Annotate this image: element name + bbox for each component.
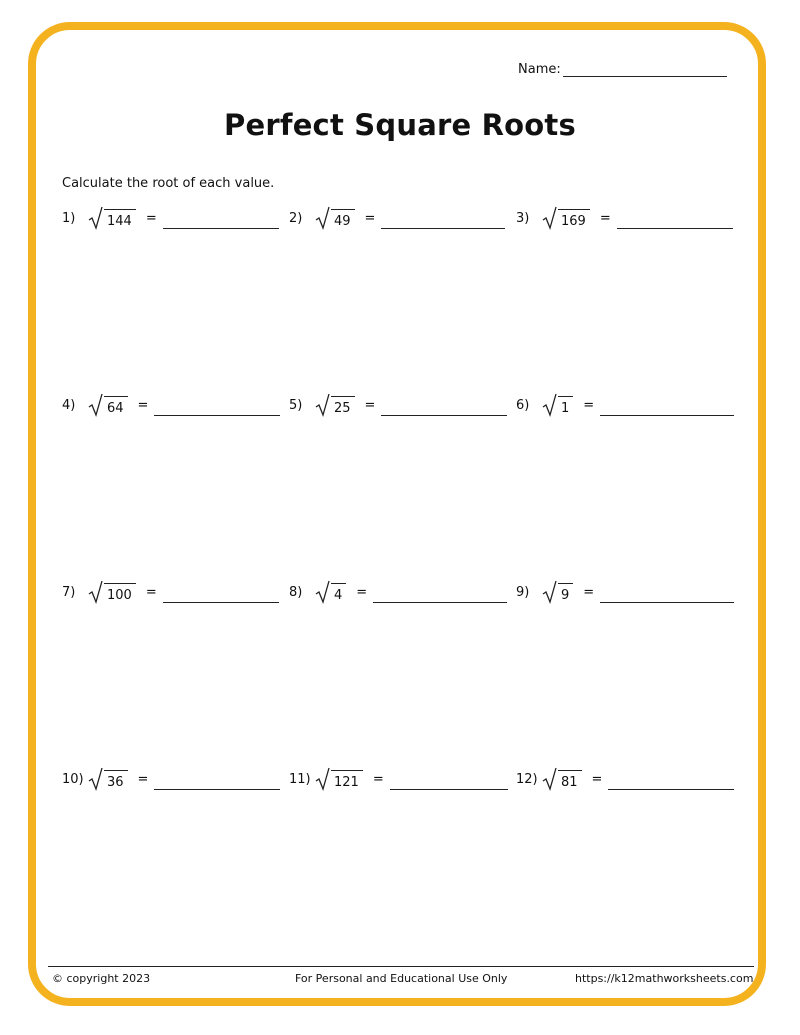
equals-sign: = — [364, 397, 376, 413]
problem-number: 12) — [516, 771, 538, 787]
radical-sign — [542, 206, 590, 230]
radicand: 121 — [331, 770, 363, 791]
answer-blank[interactable] — [373, 588, 507, 603]
radical-sign — [315, 767, 363, 791]
answer-blank[interactable] — [154, 401, 280, 416]
radical-sign — [542, 767, 582, 791]
square-root-icon — [88, 580, 104, 604]
problem-7 — [62, 579, 279, 605]
problem-number: 2) — [289, 210, 303, 226]
answer-blank[interactable] — [608, 775, 734, 790]
problem-11 — [289, 766, 508, 792]
square-root-icon — [88, 767, 104, 791]
problem-number: 6) — [516, 397, 530, 413]
equals-sign: = — [137, 771, 149, 787]
problem-3 — [516, 205, 733, 231]
square-root-icon — [88, 206, 104, 230]
problem-number: 8) — [289, 584, 303, 600]
square-root-icon — [542, 580, 558, 604]
problem-8 — [289, 579, 507, 605]
radical-sign — [542, 580, 573, 604]
problem-12 — [516, 766, 734, 792]
radicand: 169 — [558, 209, 590, 230]
square-root-icon — [315, 767, 331, 791]
name-field — [518, 62, 727, 77]
radicand: 1 — [558, 396, 573, 417]
name-blank-line[interactable] — [563, 64, 727, 77]
name-label: Name: — [518, 62, 561, 77]
answer-blank[interactable] — [163, 588, 279, 603]
radical-sign — [315, 393, 355, 417]
worksheet-title: Perfect Square Roots — [224, 108, 576, 142]
equals-sign: = — [364, 210, 376, 226]
problem-1 — [62, 205, 279, 231]
square-root-icon — [88, 393, 104, 417]
problem-2 — [289, 205, 505, 231]
website-link[interactable]: https://k12mathworksheets.com — [575, 972, 754, 985]
square-root-icon — [542, 393, 558, 417]
problem-number: 4) — [62, 397, 76, 413]
radicand: 49 — [331, 209, 355, 230]
instructions-text: Calculate the root of each value. — [62, 176, 275, 191]
radicand: 36 — [104, 770, 128, 791]
radicand: 81 — [558, 770, 582, 791]
equals-sign: = — [599, 210, 611, 226]
problem-10 — [62, 766, 280, 792]
square-root-icon — [315, 206, 331, 230]
radicand: 100 — [104, 583, 136, 604]
problem-number: 7) — [62, 584, 76, 600]
problem-number: 10) — [62, 771, 84, 787]
answer-blank[interactable] — [600, 588, 734, 603]
copyright-text: © copyright 2023 — [52, 972, 151, 985]
answer-blank[interactable] — [617, 214, 733, 229]
radical-sign — [88, 206, 136, 230]
radicand: 144 — [104, 209, 136, 230]
problem-number: 11) — [289, 771, 311, 787]
answer-blank[interactable] — [381, 401, 507, 416]
problem-number: 9) — [516, 584, 530, 600]
radicand: 4 — [331, 583, 346, 604]
radical-sign — [88, 767, 128, 791]
answer-blank[interactable] — [390, 775, 508, 790]
problem-number: 3) — [516, 210, 530, 226]
radical-sign — [315, 580, 346, 604]
equals-sign: = — [591, 771, 603, 787]
equals-sign: = — [583, 397, 595, 413]
page-border — [28, 22, 766, 1006]
radical-sign — [542, 393, 573, 417]
equals-sign: = — [372, 771, 384, 787]
problem-4 — [62, 392, 280, 418]
equals-sign: = — [583, 584, 595, 600]
radical-sign — [88, 580, 136, 604]
radical-sign — [88, 393, 128, 417]
problem-9 — [516, 579, 734, 605]
footer-divider — [48, 966, 754, 967]
equals-sign: = — [145, 584, 157, 600]
radicand: 64 — [104, 396, 128, 417]
problem-5 — [289, 392, 507, 418]
radical-sign — [315, 206, 355, 230]
usage-notice: For Personal and Educational Use Only — [295, 972, 508, 985]
radicand: 9 — [558, 583, 573, 604]
answer-blank[interactable] — [163, 214, 279, 229]
square-root-icon — [542, 206, 558, 230]
equals-sign: = — [137, 397, 149, 413]
answer-blank[interactable] — [600, 401, 734, 416]
square-root-icon — [315, 393, 331, 417]
answer-blank[interactable] — [381, 214, 505, 229]
square-root-icon — [542, 767, 558, 791]
problem-6 — [516, 392, 734, 418]
problem-number: 1) — [62, 210, 76, 226]
answer-blank[interactable] — [154, 775, 280, 790]
square-root-icon — [315, 580, 331, 604]
equals-sign: = — [356, 584, 368, 600]
radicand: 25 — [331, 396, 355, 417]
problem-number: 5) — [289, 397, 303, 413]
equals-sign: = — [145, 210, 157, 226]
